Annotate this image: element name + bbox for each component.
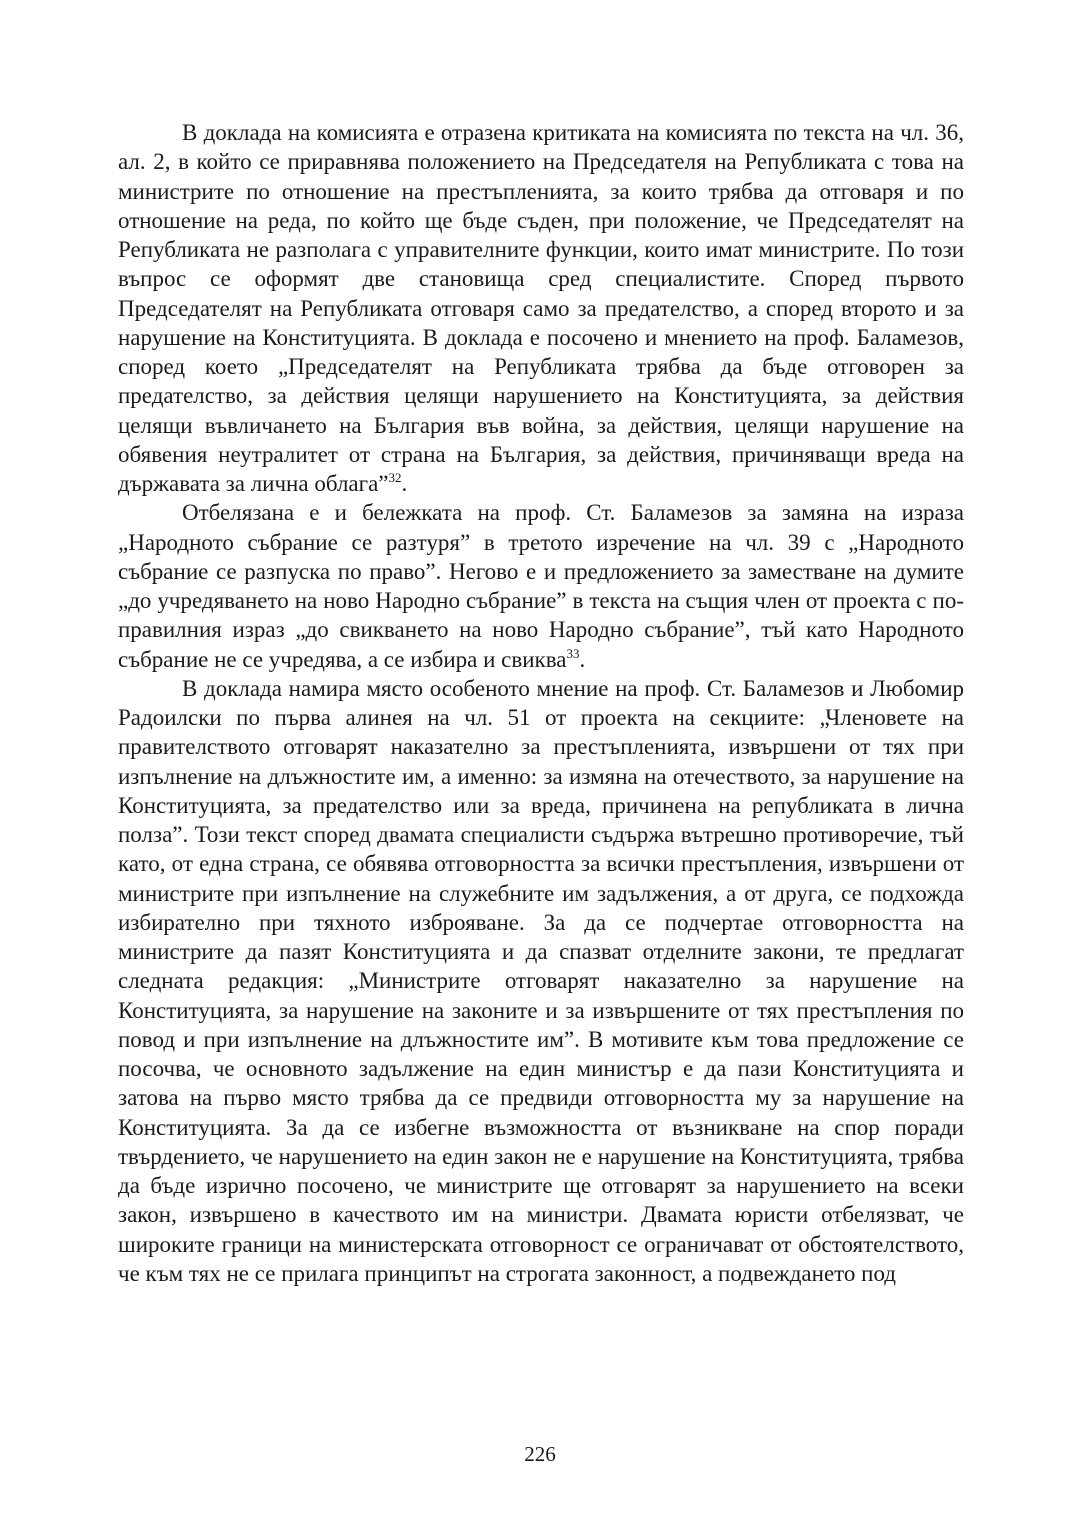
paragraph-2-end: . <box>579 646 586 672</box>
paragraph-3-text: В доклада намира място особеното мнение на проф. Ст. Баламезов и Любомир Радоилски по първа алинея на чл. 51 от проекта на секциите: „Членовете на правителството отговарят наказателно за престъпленията, извършени от тях при изпълнение на длъжностите им, а именно: за измяна на отечеството, за нарушение на Конституцията, за предателство или за вреда, причинена на републиката в лична полза”. Този текст според двамата специалисти съдържа вътрешно противоречие, тъй като, от една страна, се обявява отговорността за всички престъпления, извършени от министрите при изпълнение на служебните им задължения, а от друга, се подхожда избирателно при тяхното изброяване. За да се подчертае отговорността на министрите да пазят Конституцията и да спазват отделните закони, те предлагат следната редакция: „Министрите отговарят наказателно за нарушение на Конституцията, за нарушение на законите и за извършените от тях престъпления по повод и при изпълнение на длъжностите им”. В мотивите към това предложение се посочва, че основното задължение на един министър е да пази Конституцията и затова на първо място трябва да се предвиди отговорността му за нарушение на Конституцията. За да се избегне възможността от възникване на спор поради твърдението, че нарушението на един закон не е нарушение на Конституцията, трябва да бъде изрично посочено, че министрите ще отговарят за нарушението на всеки закон, извършено в качеството им на министри. Двамата юристи отбелязват, че широките граници на министерската отговорност се ограничават от обстоятелството, че към тях не се прилага принципът на строгата законност, а подвеждането под <box>118 675 964 1286</box>
paragraph-2-text: Отбелязана е и бележката на проф. Ст. Баламезов за замяна на израза „Народното събрание се разтуря” в третото изречение на чл. 39 с „Народното събрание се разпуска по право”. Негово е и предложението за заместване на думите „до учредяването на ново Народно събрание” в текста на същия член от проекта с по-правилния израз „до свикването на ново Народно събрание”, тъй като Народното събрание не се учредява, а се избира и свиква <box>118 500 964 672</box>
footnote-ref-32[interactable]: 32 <box>388 470 402 485</box>
paragraph-2 <box>118 498 964 674</box>
paragraph-1-end: . <box>401 471 408 496</box>
paragraph-3 <box>118 674 964 1288</box>
footnote-ref-33[interactable]: 33 <box>566 645 580 661</box>
paragraph-1-text: В доклада на комисията е отразена критиката на комисията по текста на чл. 36, ал. 2, в който се приравнява положението на Председателя на Републиката с това на министрите по отношение на престъпленията, за които трябва да отговаря и по отношение на реда, по който ще бъде съден, при положение, че Председателят на Републиката не разполага с управителните функции, които имат министрите. По този въпрос се оформят две становища сред специалистите. Според първото Председателят на Републиката отговаря само за предателство, а според второто и за нарушение на Конституцията. В доклада е посочено и мнението на проф. Баламезов, според което „Председателят на Републиката трябва да бъде отговорен за предателство, за действия целящи нарушението на Конституцията, за действия целящи въвличането на България във война, за действия, целящи нарушение на обявения неутралитет от страна на България, за действия, причиняващи вреда на държавата за лична облага” <box>118 120 964 496</box>
paragraph-1 <box>118 118 964 498</box>
page-number: 226 <box>524 1442 556 1466</box>
page-body <box>118 118 964 1288</box>
